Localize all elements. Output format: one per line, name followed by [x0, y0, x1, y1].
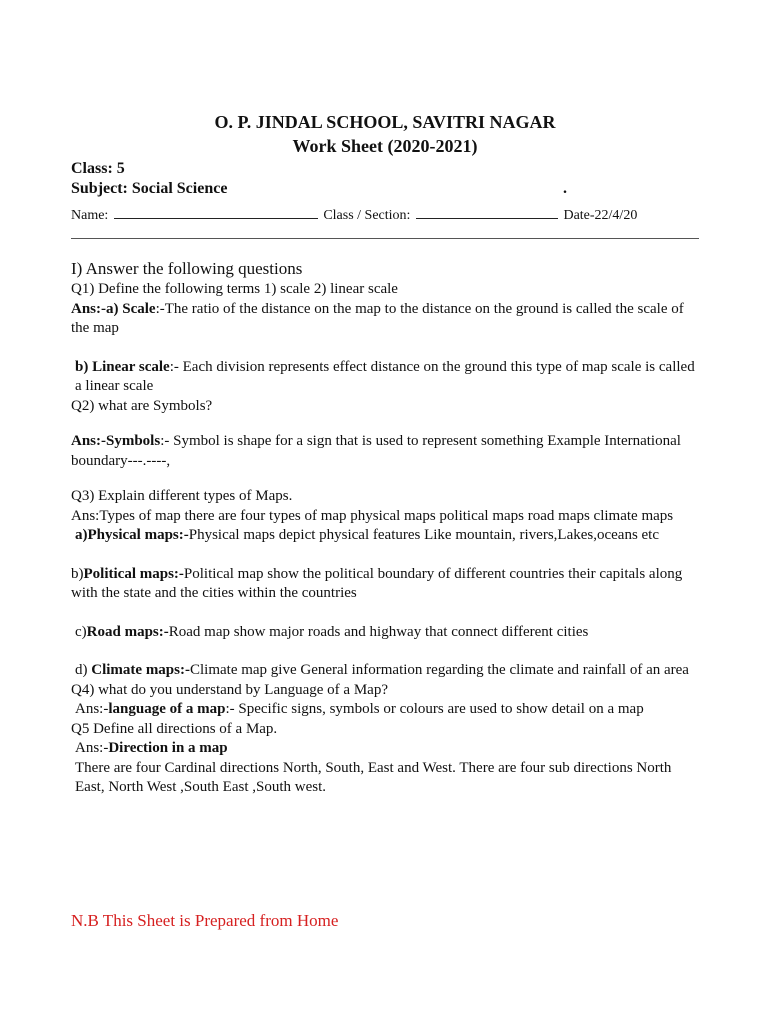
- answer-5-prefix: Ans:-: [75, 740, 109, 756]
- separator-line: [71, 238, 699, 239]
- answer-4-text: :- Specific signs, symbols or colours are used to show detail on a map: [225, 701, 644, 717]
- answer-5-heading: [71, 739, 701, 759]
- class-line: Class: 5: [71, 160, 125, 177]
- answer-4: [71, 700, 701, 720]
- class-section-blank: [416, 206, 558, 219]
- answer-3d: [71, 661, 701, 681]
- answer-3c-label: Road maps:-: [86, 623, 169, 640]
- answer-3c: [71, 623, 701, 643]
- answer-3c-prefix: c): [75, 623, 87, 640]
- answer-1b: [71, 358, 701, 397]
- date-label: Date-22/4/20: [563, 208, 638, 223]
- student-info-line: [71, 206, 637, 224]
- name-blank: [114, 206, 318, 219]
- answer-2-label: Ans:-Symbols: [71, 433, 161, 449]
- answer-3d-label: Climate maps:-: [91, 662, 190, 678]
- question-2: Q2) what are Symbols?: [71, 397, 213, 414]
- class-section-label: Class / Section:: [323, 208, 411, 223]
- question-3: Q3) Explain different types of Maps.: [71, 488, 293, 504]
- answer-2: [71, 432, 701, 471]
- answer-1b-label: b) Linear scale: [75, 358, 170, 375]
- worksheet-title: Work Sheet (2020-2021): [292, 136, 478, 156]
- answer-3a-text: Physical maps depict physical features Like mountain, rivers,Lakes,oceans etc: [188, 527, 660, 543]
- answer-1a-label: Ans:-a) Scale: [71, 300, 156, 317]
- answer-3b-text: Political map show the political boundary of different countries their capitals along with the state and the cities within the countries: [71, 565, 683, 601]
- question-4: Q4) what do you understand by Language of a Map?: [71, 681, 388, 698]
- answer-3d-text: Climate map give General information regarding the climate and rainfall of an area: [189, 662, 689, 678]
- answer-3b: [71, 565, 701, 604]
- answer-1a-text: :-The ratio of the distance on the map to the distance on the ground is called the scale of the map: [71, 300, 684, 336]
- answer-4-prefix: Ans:-: [75, 701, 109, 717]
- answer-1a: [71, 300, 701, 339]
- answer-5-text: There are four Cardinal directions North, South, East and West. There are four sub directions North East, North West ,South East ,South west.: [75, 759, 672, 795]
- answer-3b-label: Political maps:-: [83, 565, 184, 582]
- answer-3b-prefix: b): [71, 565, 84, 582]
- section-heading: I) Answer the following questions: [71, 259, 303, 278]
- question-5: Q5 Define all directions of a Map.: [71, 720, 278, 737]
- subject-line: Subject: Social Science: [71, 180, 228, 197]
- answer-3a-prefix: a): [75, 527, 88, 543]
- answer-3c-text: Road map show major roads and highway that connect different cities: [168, 623, 589, 640]
- answer-2-text: :- Symbol is shape for a sign that is used to represent something Example International boundary---.----,: [71, 433, 681, 469]
- answer-3d-prefix: d): [75, 662, 92, 678]
- answer-1b-text: :- Each division represents effect distance on the ground this type of map scale is called a linear scale: [75, 358, 695, 394]
- name-label: Name:: [71, 208, 109, 223]
- answer-3a: [71, 526, 701, 546]
- question-1: Q1) Define the following terms 1) scale 2) linear scale: [71, 281, 398, 297]
- footer-note: N.B This Sheet is Prepared from Home: [71, 911, 339, 930]
- trailing-dot: .: [563, 180, 567, 197]
- school-name: O. P. JINDAL SCHOOL, SAVITRI NAGAR: [214, 112, 556, 132]
- answer-3: Ans:Types of map there are four types of map physical maps political maps road maps climate maps: [71, 507, 674, 524]
- answer-4-label: language of a map: [108, 701, 226, 717]
- answer-3a-label: Physical maps:-: [87, 527, 189, 543]
- answer-5-label: Direction in a map: [108, 740, 228, 756]
- worksheet-body: [71, 258, 701, 798]
